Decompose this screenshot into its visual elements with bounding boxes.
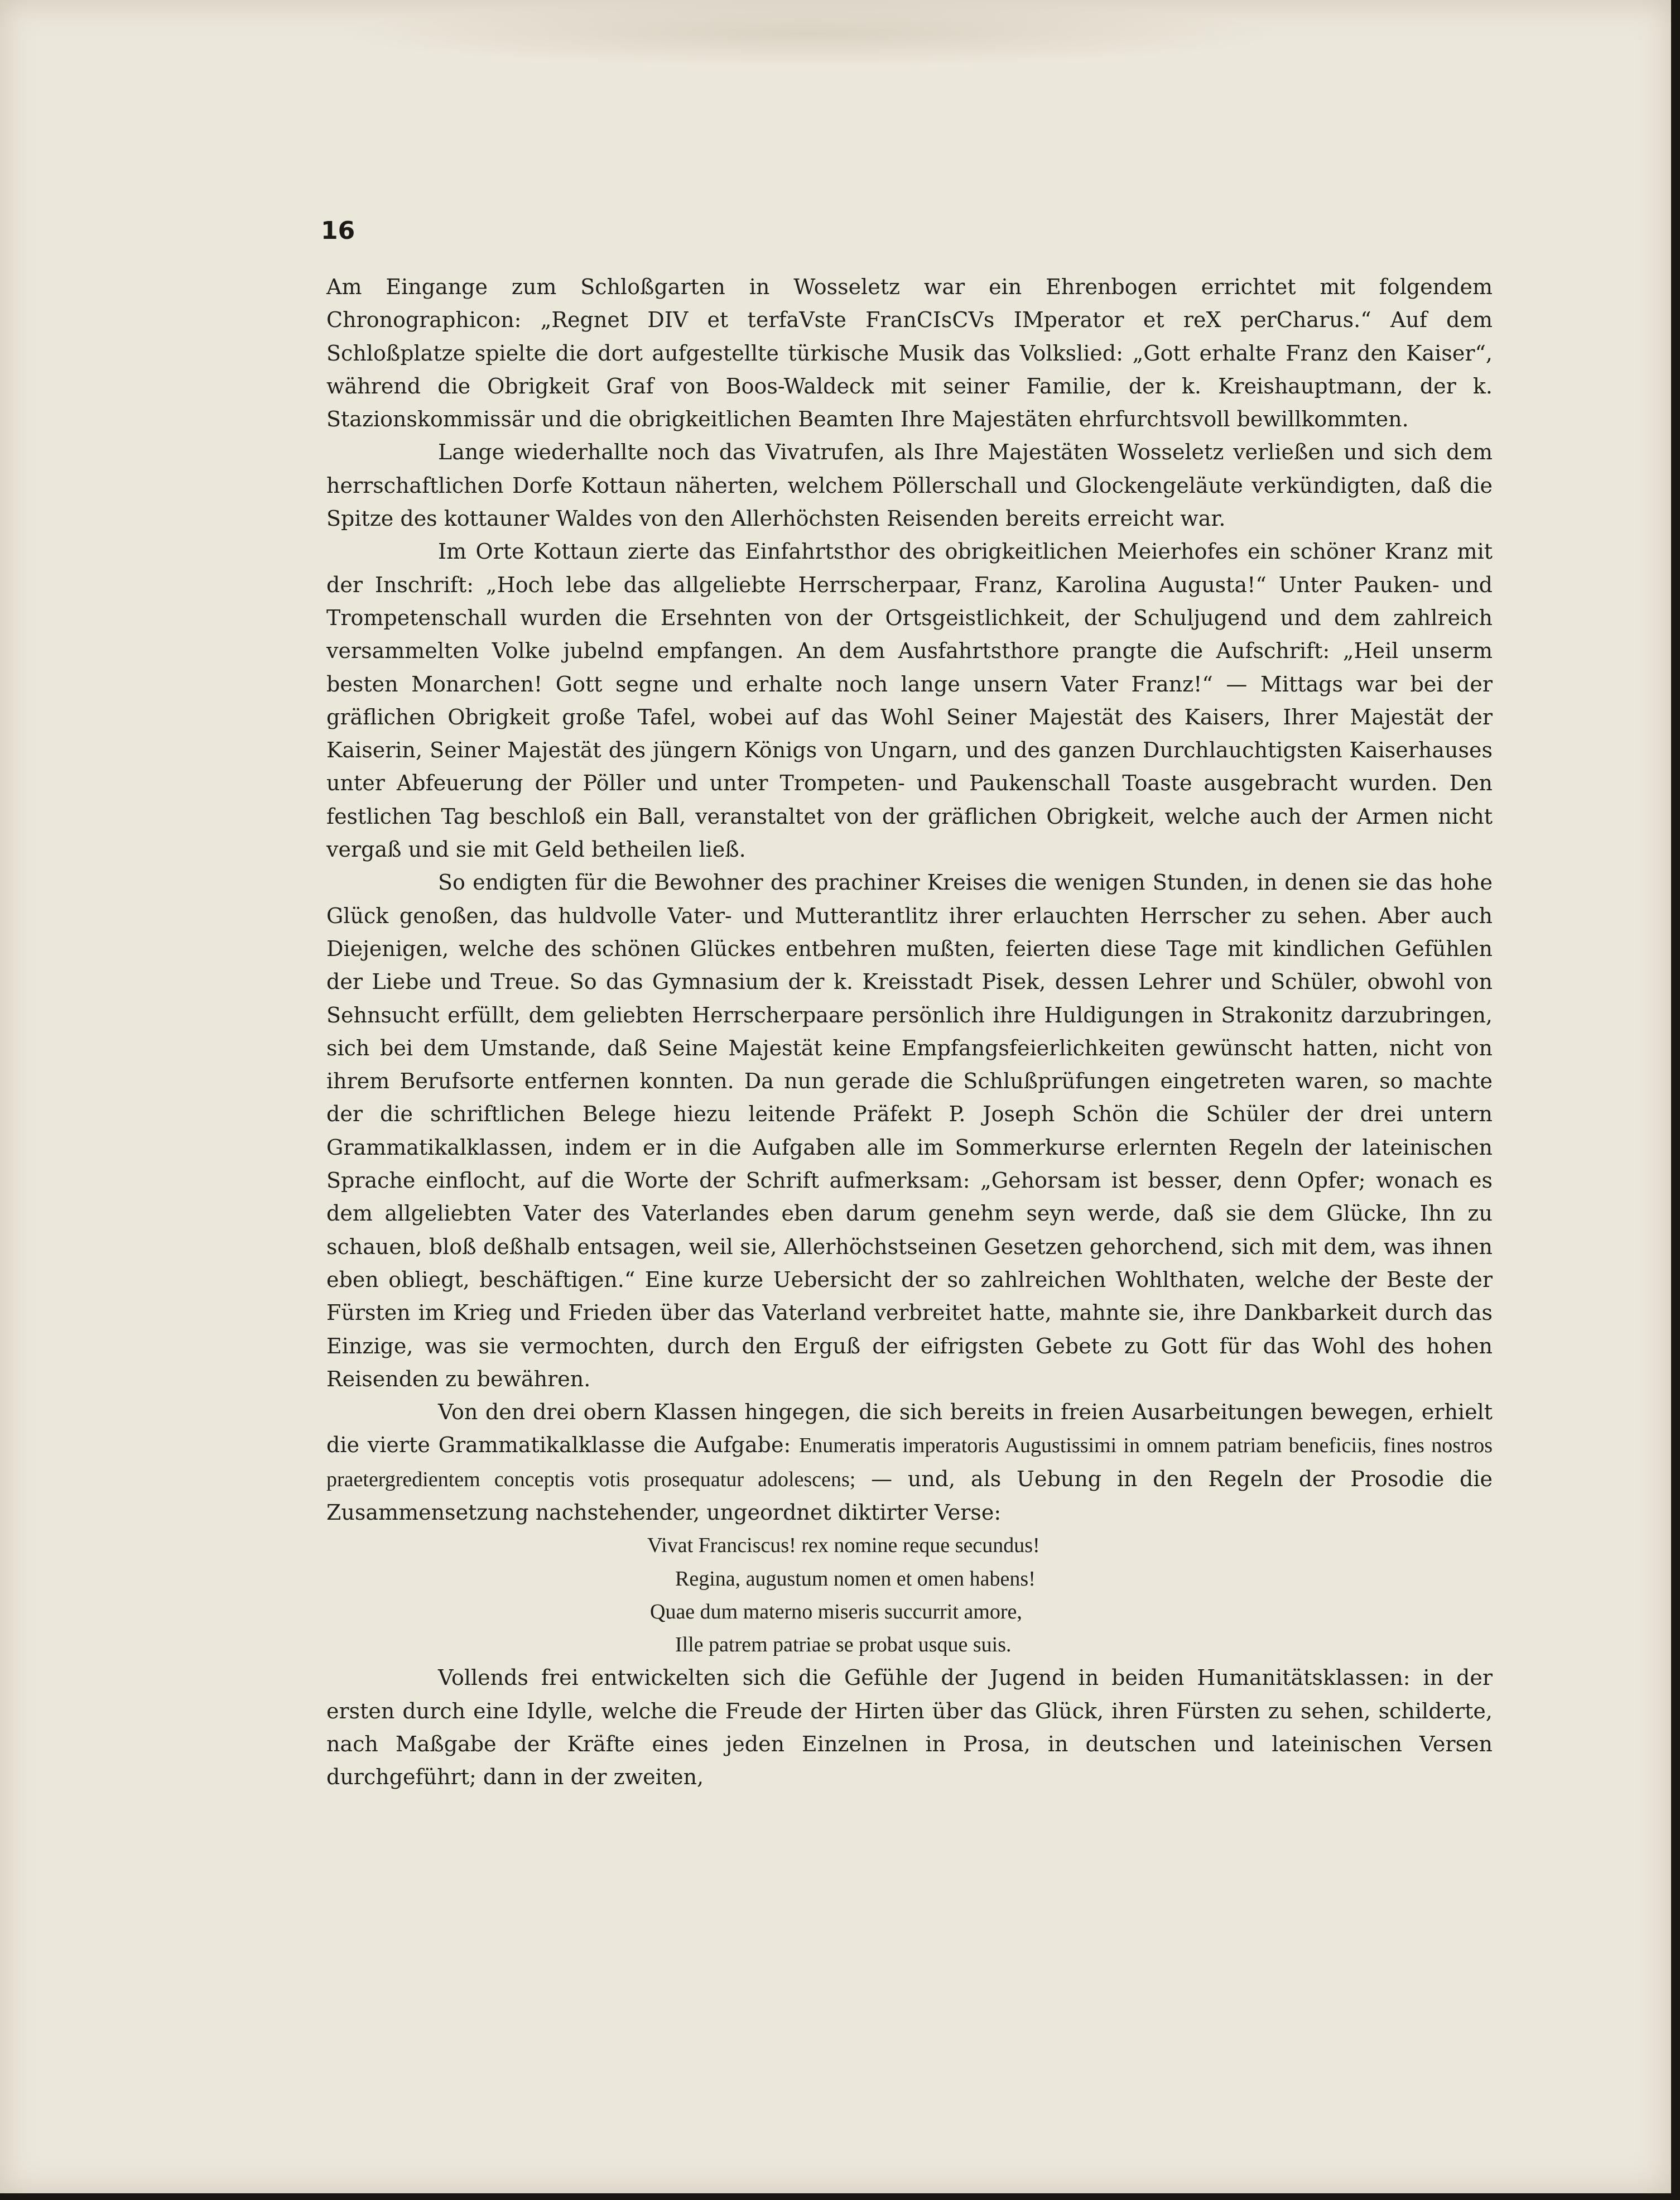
verse-line: Ille patrem patriae se probat usque suis. [675,1633,1012,1657]
verse-line: Regina, augustum nomen et omen habens! [675,1567,1036,1591]
page-number: 16 [321,217,355,245]
paragraph-6: Vollends frei entwickelten sich die Gefühle der Jugend in beiden Humanitätsklassen: in der ersten durch eine Idylle, welche die Freude der Hirten über das Glück, ihren Fürsten zu sehen, schilderte, nach Maßgabe der Kräfte eines jeden Einzelnen in Prosa, in deutschen und lateinischen Versen durchgeführt; dann in der zweiten, [326,1665,1493,1790]
paragraph-4: So endigten für die Bewohner des prachiner Kreises die wenigen Stunden, in denen sie das hohe Glück genoßen, das huldvolle Vater- und Mutterantlitz ihrer erlauchten Herrscher zu sehen. Aber auch Diejenigen, welche des schönen Glückes entbehren mußten, feierten diese Tage mit kindlichen Gefühlen der Liebe und Treue. So das Gymnasium der k. Kreisstadt Pisek, dessen Lehrer und Schüler, obwohl von Sehnsucht erfüllt, dem geliebten Herrscherpaare persönlich ihre Huldigungen in Strakonitz darzubringen, sich bei dem Umstande, daß Seine Majestät keine Empfangsfeierlichkeiten gewünscht hatten, nicht von ihrem Berufsorte entfernen konnten. Da nun gerade die Schlußprüfungen eingetreten waren, so machte der die schriftlichen Belege hiezu leitende Präfekt P. Joseph Schön die Schüler der drei untern Grammatikalklassen, indem er in die Aufgaben alle im Sommerkurse erlernten Regeln der lateinischen Sprache einflocht, auf die Worte der Schrift aufmerksam: „Gehorsam ist besser, denn Opfer; wonach es dem allgeliebten Vater des Vaterlandes eben darum genehm seyn werde, daß sie dem Glücke, Ihn zu schauen, bloß deßhalb entsagen, weil sie, Allerhöchstseinen Gesetzen gehorchend, sich mit dem, was ihnen eben obliegt, beschäftigen.“ Eine kurze Uebersicht der so zahlreichen Wohlthaten, welche der Beste der Fürsten im Krieg und Frieden über das Vaterland verbreitet hatte, mahnte sie, ihre Dankbarkeit durch das Einzige, was sie vermochten, durch den Erguß der eifrigsten Gebete zu Gott für das Wohl des hohen Reisenden zu bewähren. [326,870,1493,1391]
latin-assignment: Enumeratis imperatoris Augustissimi in omnem patriam beneficiis, fines nostros praetergredientem conceptis votis prosequatur adolescens; [326,1434,1493,1491]
paragraph-5-part-2: — und, als Uebung in den Regeln der Prosodie die Zusammensetzung nachstehender, ungeordnet diktirter Verse: [326,1466,1493,1525]
verse-line: Quae dum materno miseris succurrit amore, [650,1599,1022,1623]
paragraph-5-part-1: Von den drei obern Klassen hingegen, die sich bereits in freien Ausarbeitungen bewegen, erhielt die vierte Grammatikalklasse die Aufgabe: [326,1400,1493,1458]
paragraph-1: Am Eingange zum Schloßgarten in Wosseletz war ein Ehrenbogen errichtet mit folgendem Chronographicon: „Regnet DIV et terfaVste FranCIsCVs IMperator et reX perCharus.“ Auf dem Schloßplatze spielte die dort aufgestellte türkische Musik das Volkslied: „Gott erhalte Franz den Kaiser“, während die Obrigkeit Graf von Boos-Waldeck mit seiner Familie, der k. Kreishauptmann, der k. Stazionskommissär und die obrigkeitlichen Beamten Ihre Majestäten ehrfurchtsvoll bewillkommten. [326,275,1493,432]
paragraph-5 [326,1396,1493,1529]
page-shadow [335,0,1283,67]
paragraph-3: Im Orte Kottaun zierte das Einfahrtsthor des obrigkeitlichen Meierhofes ein schöner Kranz mit der Inschrift: „Hoch lebe das allgeliebte Herrscherpaar, Franz, Karolina Augusta!“ Unter Pauken- und Trompetenschall wurden die Ersehnten von der Ortsgeistlichkeit, der Schuljugend und dem zahlreich versammelten Volke jubelnd empfangen. An dem Ausfahrtsthore prangte die Aufschrift: „Heil unserm besten Monarchen! Gott segne und erhalte noch lange unsern Vater Franz!“ — Mittags war bei der gräflichen Obrigkeit große Tafel, wobei auf das Wohl Seiner Majestät des Kaisers, Ihrer Majestät der Kaiserin, Seiner Majestät des jüngern Königs von Ungarn, und des ganzen Durchlauchtigsten Kaiserhauses unter Abfeuerung der Pöller und unter Trompeten- und Paukenschall Toaste ausgebracht wurden. Den festlichen Tag beschloß ein Ball, veranstaltet von der gräflichen Obrigkeit, welche auch der Armen nicht vergaß und sie mit Geld betheilen ließ. [326,539,1493,862]
verse-block [326,1529,1493,1661]
verse-line: Vivat Franciscus! rex nomine reque secundus! [647,1534,1040,1558]
paragraph-2: Lange wiederhallte noch das Vivatrufen, als Ihre Majestäten Wosseletz verließen und sich dem herrschaftlichen Dorfe Kottaun näherten, welchem Pöllerschall und Glockengeläute verkündigten, daß die Spitze des kottauner Waldes von den Allerhöchsten Reisenden bereits erreicht war. [326,440,1493,531]
body-text [326,271,1493,1794]
